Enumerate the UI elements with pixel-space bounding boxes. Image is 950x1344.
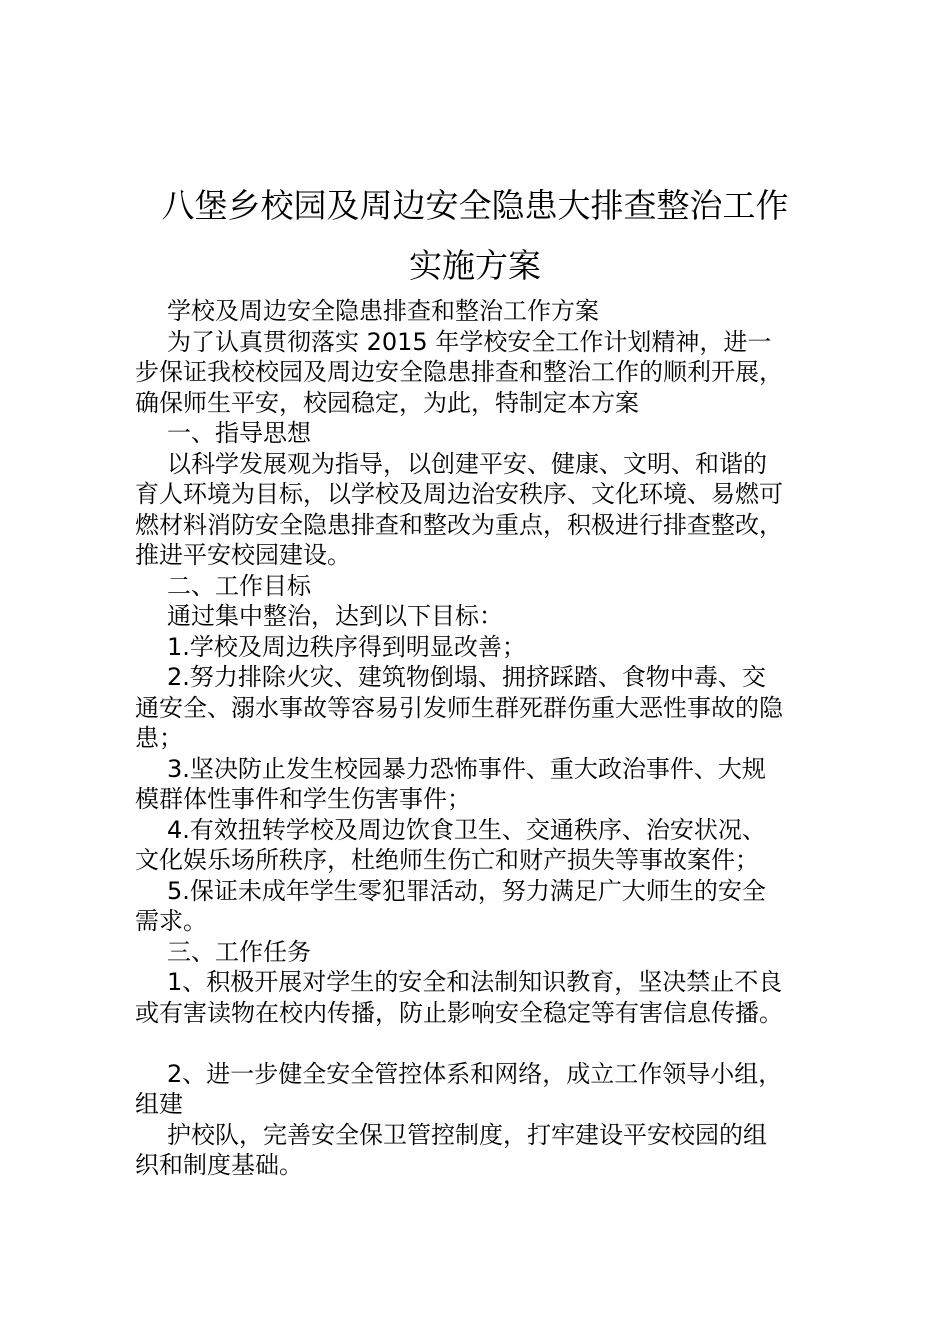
list-item-continuation: 需求。 [135, 907, 207, 935]
list-item-continuation: 文化娱乐场所秩序，杜绝师生伤亡和财产损失等事故案件； [135, 846, 759, 874]
paragraph-line: 育人环境为目标，以学校及周边治安秩序、文化环境、易燃可 [135, 480, 783, 508]
section-heading: 三、工作任务 [167, 937, 311, 966]
list-item: 4.有效扭转学校及周边饮食卫生、交通秩序、治安状况、 [167, 815, 766, 844]
section-heading: 二、工作目标 [167, 571, 311, 600]
paragraph-line: 确保师生平安，校园稳定，为此，特制定本方案 [135, 388, 639, 417]
document-title-line-2: 实施方案 [409, 246, 541, 285]
paragraph-line: 为了认真贯彻落实 2015 年学校安全工作计划精神，进一 [167, 327, 772, 356]
list-item-continuation: 模群体性事件和学生伤害事件； [135, 785, 471, 813]
list-item: 5.保证未成年学生零犯罪活动，努力满足广大师生的安全 [167, 876, 766, 905]
paragraph-line: 以科学发展观为指导，以创建平安、健康、文明、和谐的 [167, 449, 767, 478]
subtitle-line: 学校及周边安全隐患排查和整治工作方案 [167, 297, 599, 325]
task-item-continuation: 组建 [135, 1090, 183, 1118]
list-item: 3.坚决防止发生校园暴力恐怖事件、重大政治事件、大规 [167, 754, 766, 783]
paragraph-line: 燃材料消防安全隐患排查和整改为重点，积极进行排查整改， [135, 510, 783, 539]
paragraph-line: 步保证我校校园及周边安全隐患排查和整治工作的顺利开展， [135, 358, 783, 386]
task-item: 1、积极开展对学生的安全和法制知识教育，坚决禁止不良 [167, 968, 783, 996]
task-item-continuation: 或有害读物在校内传播，防止影响安全稳定等有害信息传播。 [135, 998, 783, 1027]
task-item-continuation: 织和制度基础。 [135, 1151, 303, 1179]
task-item: 2、进一步健全安全管控体系和网络，成立工作领导小组， [167, 1059, 783, 1088]
task-item-continuation: 护校队，完善安全保卫管控制度，打牢建设平安校园的组 [167, 1120, 767, 1149]
paragraph-line: 通过集中整治，达到以下目标： [167, 602, 503, 630]
list-item-continuation: 通安全、溺水事故等容易引发师生群死群伤重大恶性事故的隐 [135, 693, 783, 722]
paragraph-line: 推进平安校园建设。 [135, 541, 351, 569]
list-item: 1.学校及周边秩序得到明显改善； [167, 632, 526, 661]
section-heading: 一、指导思想 [167, 419, 311, 447]
blank-line [135, 1028, 825, 1059]
document-title-line-1: 八堡乡校园及周边安全隐患大排查整治工作 [161, 186, 789, 225]
list-item: 2.努力排除火灾、建筑物倒塌、拥挤踩踏、食物中毒、交 [167, 663, 766, 691]
document-body [135, 296, 825, 1181]
list-item-continuation: 患； [135, 724, 183, 752]
